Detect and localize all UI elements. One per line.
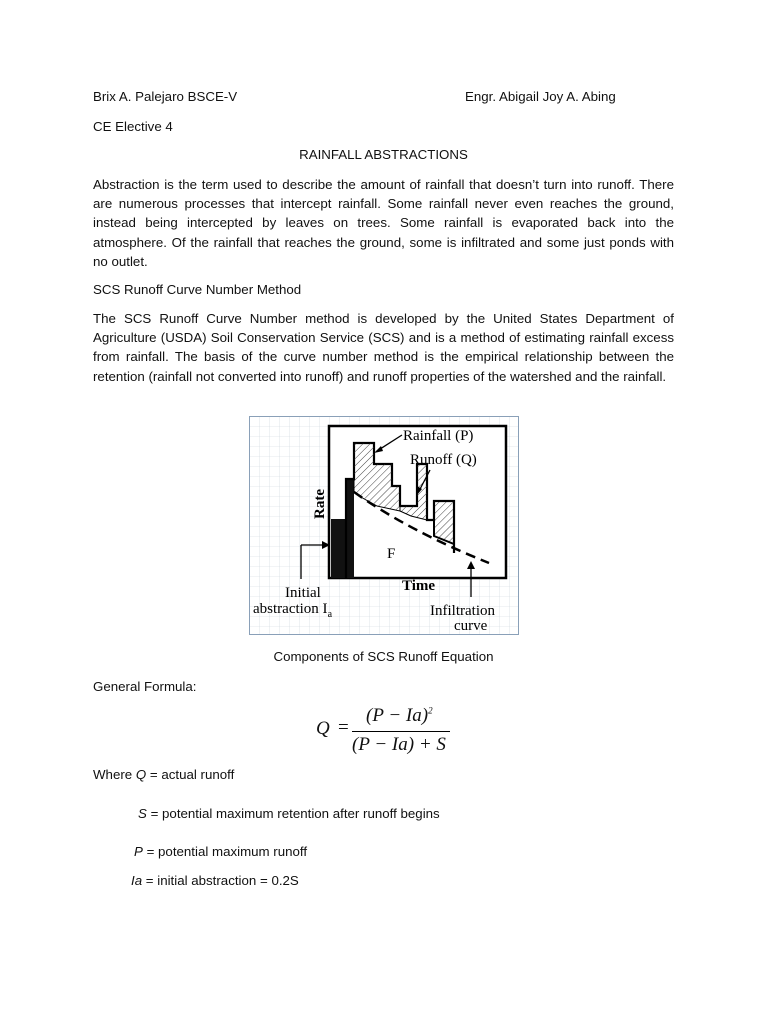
label-time: Time (402, 578, 436, 594)
figure-caption: Components of SCS Runoff Equation (273, 649, 494, 664)
formula-numerator: $(P - Ia)^2$ (366, 705, 433, 726)
initial-abstraction-bar (331, 519, 354, 578)
label-infiltration: Infiltration (430, 603, 495, 619)
label-abstraction: abstraction $I_a$ (253, 601, 333, 620)
label-rainfall: Rainfall (P) (403, 428, 474, 444)
label-f: F (387, 546, 396, 562)
page-title: RAINFALL ABSTRACTIONS (299, 147, 468, 162)
scs-diagram (249, 416, 519, 635)
definition-q: Where Q = actual runoff (93, 767, 235, 782)
definition-s: S = potential maximum retention after runoff begins (138, 806, 440, 821)
initial-abstraction-bar-top (346, 479, 354, 519)
section-heading: SCS Runoff Curve Number Method (93, 282, 302, 297)
intro-paragraph: Abstraction is the term used to describe the amount of rainfall that doesn’t turn into runoff. There are numerous processes that intercept rainfall. Some rainfall never even reaches the ground, instead being intercepted by leaves on trees. Some rainfall is evaporated back into the atmosphere. Of the rainfall that reaches the ground, some is infiltrated and some just ponds with no outlet. (93, 177, 674, 269)
instructor-line: Engr. Abigail Joy A. Abing (465, 89, 616, 104)
formula-heading: General Formula: (93, 679, 197, 694)
runoff-area-3 (434, 501, 454, 544)
author-line: Brix A. Palejaro BSCE-V (93, 89, 238, 104)
label-curve: curve (454, 618, 488, 634)
formula-lhs: Q (316, 718, 330, 739)
formula-equals: = (338, 717, 349, 738)
method-paragraph: The SCS Runoff Curve Number method is developed by the United States Department of Agriculture (USDA) Soil Conservation Service (SCS) and is a method of estimating rainfall excess from rainfall. The basis of the curve number method is the empirical relationship between the retention (rainfall not converted into runoff) and runoff properties of the watershed and the rainfall. (93, 311, 674, 384)
label-rate: Rate (312, 489, 328, 519)
fraction-bar (352, 731, 450, 732)
definition-p: P = potential maximum runoff (134, 844, 308, 859)
label-runoff: Runoff (Q) (410, 452, 477, 468)
formula-denominator: (P − Ia) + S (352, 734, 446, 755)
label-initial: Initial (285, 585, 321, 601)
figure (249, 416, 519, 635)
course-line: CE Elective 4 (93, 119, 173, 134)
formula (314, 703, 474, 759)
definition-ia: Ia = initial abstraction = 0.2S (131, 873, 299, 888)
